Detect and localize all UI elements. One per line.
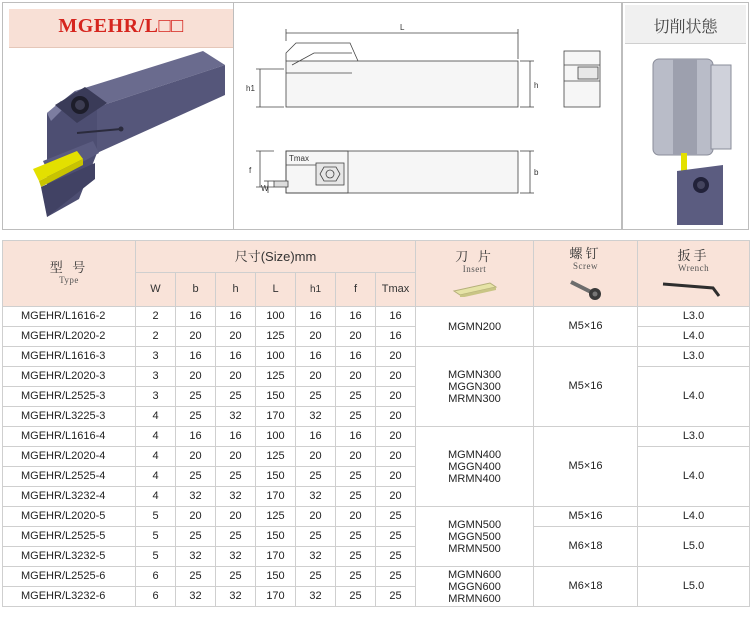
dim-cell-b: 20 [176,447,216,467]
dim-cell-tmax: 20 [376,347,416,367]
wrench-cell: L4.0 [638,367,750,427]
dim-cell-f: 16 [336,347,376,367]
dim-cell-h1: 25 [296,387,336,407]
wrench-cell: L4.0 [638,327,750,347]
dim-cell-l: 150 [256,527,296,547]
dim-cell-tmax: 20 [376,367,416,387]
table-row [3,427,750,447]
dim-cell-h: 16 [216,307,256,327]
cutting-state-panel [622,2,749,230]
dim-label-h: h [534,81,539,90]
dim-cell-b: 20 [176,507,216,527]
tool-holder-3d-image [3,3,235,231]
dim-cell-f: 20 [336,507,376,527]
type-header-en: Type [59,274,79,285]
insert-model: MGMN400 [447,448,502,461]
type-cell: MGEHR/L1616-3 [3,347,136,367]
dim-cell-w: 6 [136,567,176,587]
insert-cell [416,347,534,427]
dimension-drawing [234,3,623,231]
dim-cell-h1: 16 [296,427,336,447]
type-cell: MGEHR/L2020-3 [3,367,136,387]
dim-header-h1: h1 [296,273,336,307]
dim-cell-b: 25 [176,387,216,407]
dim-cell-tmax: 25 [376,567,416,587]
wrench-cell: L5.0 [638,567,750,607]
dim-cell-tmax: 20 [376,407,416,427]
dim-cell-l: 150 [256,387,296,407]
dim-cell-l: 170 [256,487,296,507]
dim-cell-f: 20 [336,447,376,467]
type-cell: MGEHR/L3232-5 [3,547,136,567]
type-cell: MGEHR/L2525-5 [3,527,136,547]
dim-cell-b: 20 [176,367,216,387]
dim-cell-h1: 25 [296,527,336,547]
table-row [3,327,750,347]
dim-cell-tmax: 20 [376,447,416,467]
dim-label-w: W [261,184,269,193]
dim-cell-f: 25 [336,387,376,407]
insert-model: MGGN400 [448,460,501,473]
dim-cell-f: 25 [336,567,376,587]
insert-cell [416,307,534,347]
dim-cell-b: 32 [176,547,216,567]
dim-cell-l: 170 [256,587,296,607]
dim-cell-l: 100 [256,347,296,367]
dim-cell-l: 100 [256,307,296,327]
dim-cell-w: 4 [136,467,176,487]
insert-header [416,241,534,307]
dim-cell-b: 25 [176,567,216,587]
type-cell: MGEHR/L2020-4 [3,447,136,467]
specification-table-body [3,307,750,607]
insert-model: MGMN200 [447,320,502,333]
dim-cell-l: 125 [256,447,296,467]
size-header: 尺寸(Size)mm [136,241,416,273]
dim-cell-tmax: 20 [376,487,416,507]
insert-cell [416,567,534,607]
dim-cell-h1: 32 [296,587,336,607]
dim-cell-f: 20 [336,367,376,387]
table-row [3,347,750,367]
dim-cell-f: 16 [336,307,376,327]
type-cell: MGEHR/L3232-4 [3,487,136,507]
dim-cell-w: 5 [136,527,176,547]
wrench-header-en: Wrench [677,263,710,273]
dim-cell-w: 2 [136,307,176,327]
wrench-cell: L4.0 [638,507,750,527]
technical-drawing-panel [233,2,622,230]
type-cell: MGEHR/L2525-4 [3,467,136,487]
dim-cell-w: 5 [136,507,176,527]
dim-cell-h1: 25 [296,467,336,487]
type-cell: MGEHR/L2020-5 [3,507,136,527]
dim-cell-l: 125 [256,367,296,387]
wrench-cell: L5.0 [638,527,750,567]
dim-cell-h1: 20 [296,447,336,467]
dim-cell-h1: 32 [296,487,336,507]
dim-cell-l: 125 [256,507,296,527]
dim-cell-l: 150 [256,467,296,487]
dim-cell-h1: 20 [296,507,336,527]
screw-cell: M5×16 [534,347,638,427]
dim-header-tmax: Tmax [376,273,416,307]
dim-label-L: L [400,23,405,32]
dim-cell-h1: 20 [296,327,336,347]
dim-label-tmax: Tmax [289,154,309,163]
wrench-icon [659,278,729,298]
wrench-cell: L3.0 [638,307,750,327]
dim-cell-b: 32 [176,587,216,607]
screw-cell: M6×18 [534,567,638,607]
dim-cell-w: 3 [136,387,176,407]
table-row [3,447,750,467]
dim-cell-f: 25 [336,527,376,547]
dim-cell-tmax: 25 [376,547,416,567]
dim-cell-tmax: 25 [376,507,416,527]
dim-cell-tmax: 25 [376,587,416,607]
dim-cell-h1: 16 [296,347,336,367]
dim-cell-h: 32 [216,407,256,427]
screw-cell: M5×16 [534,507,638,527]
dim-cell-w: 6 [136,587,176,607]
dim-cell-l: 100 [256,427,296,447]
table-row [3,367,750,387]
dim-cell-h: 16 [216,347,256,367]
insert-model: MGGN500 [448,530,501,543]
wrench-cell: L3.0 [638,347,750,367]
dim-cell-w: 4 [136,407,176,427]
insert-model: MGGN300 [448,380,501,393]
dim-cell-w: 3 [136,367,176,387]
dim-cell-w: 4 [136,427,176,447]
dim-cell-h: 25 [216,567,256,587]
dim-header-b: b [176,273,216,307]
screw-cell: M6×18 [534,527,638,567]
type-cell: MGEHR/L3225-3 [3,407,136,427]
dim-cell-tmax: 20 [376,467,416,487]
dim-cell-h1: 32 [296,407,336,427]
dim-cell-w: 5 [136,547,176,567]
dim-cell-b: 32 [176,487,216,507]
dim-cell-h: 20 [216,447,256,467]
dim-cell-b: 25 [176,407,216,427]
dim-cell-h: 32 [216,487,256,507]
dim-cell-h: 25 [216,467,256,487]
cutting-state-image [623,3,750,231]
wrench-cell: L3.0 [638,427,750,447]
dim-cell-tmax: 20 [376,387,416,407]
dim-cell-f: 20 [336,327,376,347]
dim-cell-tmax: 16 [376,327,416,347]
insert-model: MGMN500 [447,518,502,531]
dim-cell-w: 2 [136,327,176,347]
specification-table [2,240,750,607]
dim-cell-f: 25 [336,467,376,487]
table-row [3,527,750,547]
dim-cell-h: 25 [216,387,256,407]
insert-cell [416,507,534,567]
wrench-cell: L4.0 [638,447,750,507]
type-header-cn: 型 号 [49,259,89,275]
dim-cell-w: 4 [136,447,176,467]
dim-header-h: h [216,273,256,307]
dim-cell-h: 20 [216,367,256,387]
type-cell: MGEHR/L2020-2 [3,327,136,347]
dim-header-l: L [256,273,296,307]
type-cell: MGEHR/L1616-2 [3,307,136,327]
screw-header-en: Screw [573,261,599,271]
screw-header-cn: 螺钉 [569,246,602,261]
dim-header-f: f [336,273,376,307]
type-cell: MGEHR/L2525-6 [3,567,136,587]
insert-header-cn: 刀 片 [455,249,494,264]
dim-cell-b: 20 [176,327,216,347]
dim-cell-tmax: 25 [376,527,416,547]
cutting-state-title: 切削状態 [653,19,718,36]
dim-cell-h: 32 [216,587,256,607]
dim-cell-h1: 16 [296,307,336,327]
insert-cell [416,427,534,507]
insert-model: MGMN300 [447,368,502,381]
dim-label-f: f [249,166,252,175]
dim-cell-h: 20 [216,507,256,527]
dim-cell-f: 25 [336,587,376,607]
dim-cell-tmax: 20 [376,427,416,447]
dim-cell-b: 25 [176,467,216,487]
dim-label-h1: h1 [246,84,255,93]
wrench-header [638,241,750,307]
dim-cell-b: 16 [176,427,216,447]
insert-model: MGMN600 [447,568,502,581]
screw-icon [563,276,609,300]
table-row [3,567,750,587]
screw-cell: M5×16 [534,427,638,507]
type-cell: MGEHR/L1616-4 [3,427,136,447]
dim-label-b: b [534,168,539,177]
insert-model: MRMN400 [448,472,501,485]
dim-cell-h: 20 [216,327,256,347]
dim-cell-h: 32 [216,547,256,567]
dim-header-w: W [136,273,176,307]
dim-cell-f: 25 [336,487,376,507]
dim-cell-l: 170 [256,547,296,567]
dim-cell-tmax: 16 [376,307,416,327]
dim-cell-b: 25 [176,527,216,547]
dim-cell-b: 16 [176,307,216,327]
screw-cell: M5×16 [534,307,638,347]
dim-cell-h1: 25 [296,567,336,587]
dim-cell-l: 170 [256,407,296,427]
dim-cell-f: 25 [336,547,376,567]
insert-model: MGGN600 [448,580,501,593]
type-cell: MGEHR/L2525-3 [3,387,136,407]
dim-cell-w: 4 [136,487,176,507]
product-image-panel [2,2,234,230]
dim-cell-h1: 32 [296,547,336,567]
type-header [3,241,136,307]
type-cell: MGEHR/L3232-6 [3,587,136,607]
insert-model: MRMN300 [448,392,501,405]
dim-cell-w: 3 [136,347,176,367]
dim-cell-h: 16 [216,427,256,447]
screw-header [534,241,638,307]
insert-header-en: Insert [462,264,487,274]
dim-cell-f: 16 [336,427,376,447]
dim-cell-l: 125 [256,327,296,347]
insert-icon [450,279,500,297]
dim-cell-b: 16 [176,347,216,367]
dim-cell-h: 25 [216,527,256,547]
table-row [3,307,750,327]
table-row [3,507,750,527]
product-title: MGEHR/L□□ [58,15,184,37]
wrench-header-cn: 扳手 [677,248,710,263]
insert-model: MRMN500 [448,542,501,555]
dim-cell-f: 25 [336,407,376,427]
insert-model: MRMN600 [448,592,501,605]
dim-cell-l: 150 [256,567,296,587]
dim-cell-h1: 20 [296,367,336,387]
